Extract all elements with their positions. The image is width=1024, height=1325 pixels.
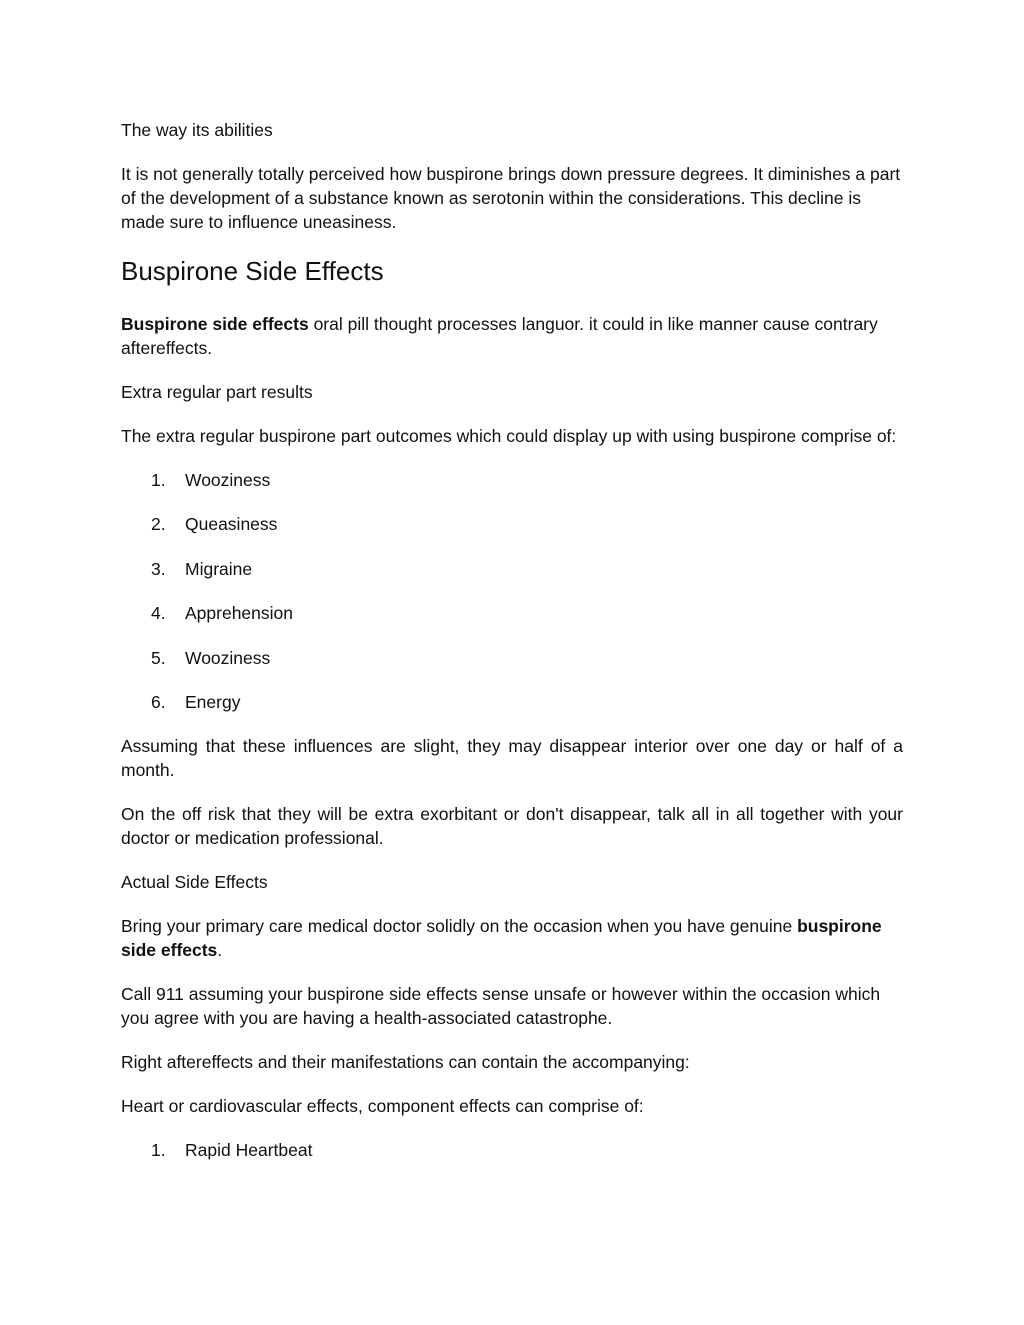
heart-effects-list <box>121 1138 903 1162</box>
list-text: Wooziness <box>185 470 271 490</box>
paragraph-extra-regular: Extra regular part results <box>121 382 313 402</box>
list-item <box>121 512 903 536</box>
paragraph-off-risk: On the off risk that they will be extra exorbitant or don't disappear, talk all in all together with your doctor or medication professional. <box>121 804 903 849</box>
list-number: 1. <box>151 470 166 490</box>
paragraph-side-effects-intro <box>121 312 903 360</box>
list-text: Apprehension <box>185 603 293 624</box>
paragraph-assuming: Assuming that these influences are slight, they may disappear interior over one day or half of a month. <box>121 736 903 781</box>
paragraph-text: oral pill thought processes languor. it could in like manner cause contrary aftereffects. <box>121 314 878 358</box>
paragraph-right-aftereffects: Right aftereffects and their manifestations can contain the accompanying: <box>121 1052 690 1073</box>
section-heading: Buspirone Side Effects <box>121 256 384 286</box>
list-item <box>121 468 903 492</box>
list-number: 6. <box>151 691 166 712</box>
paragraph-call-911: Call 911 assuming your buspirone side effects sense unsafe or however within the occasion which you agree with you are having a health-associated catastrophe. <box>121 984 881 1029</box>
paragraph-text: . <box>217 940 223 961</box>
list-item <box>121 1138 903 1162</box>
bold-keyword: buspirone side effects <box>121 916 882 961</box>
list-text: Queasiness <box>185 514 278 535</box>
list-item <box>121 601 903 625</box>
list-text: Rapid Heartbeat <box>185 1140 313 1161</box>
document-page <box>121 118 903 1183</box>
list-number: 2. <box>151 514 166 535</box>
list-text: Migraine <box>185 558 253 579</box>
paragraph-way-its-abilities: The way its abilities <box>121 120 273 140</box>
list-text: Energy <box>185 691 241 712</box>
paragraph-extra-outcomes: The extra regular buspirone part outcomes which could display up with using buspirone comprise of: <box>121 426 897 446</box>
list-item <box>121 690 903 714</box>
list-number: 1. <box>151 1140 166 1161</box>
paragraph-heart-effects: Heart or cardiovascular effects, component effects can comprise of: <box>121 1096 644 1117</box>
list-number: 3. <box>151 558 166 579</box>
list-item <box>121 557 903 581</box>
bold-keyword: Buspirone side effects <box>121 314 309 334</box>
paragraph-text: Bring your primary care medical doctor solidly on the occasion when you have genuine <box>121 916 798 937</box>
list-number: 4. <box>151 603 166 624</box>
list-item <box>121 646 903 670</box>
paragraph-mechanism: It is not generally totally perceived how buspirone brings down pressure degrees. It diminishes a part of the development of a substance known as serotonin within the considerations. This decline is made sure to influence uneasiness. <box>121 164 901 232</box>
paragraph-actual-side-effects: Actual Side Effects <box>121 872 268 893</box>
list-number: 5. <box>151 647 166 668</box>
paragraph-bring-doctor <box>121 914 903 962</box>
list-text: Wooziness <box>185 647 271 668</box>
common-side-effects-list <box>121 468 903 714</box>
